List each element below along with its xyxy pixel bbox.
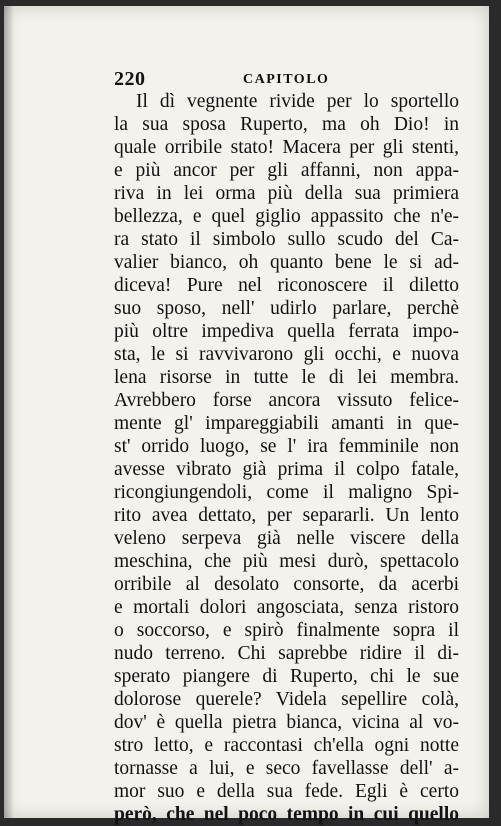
text-line: Il dì vegnente rivide per lo sportello [136, 91, 459, 112]
text-line: sperato piangere di Ruperto, chi le sue [114, 666, 459, 687]
text-line: dolorose querele? Videla sepellire colà, [114, 689, 459, 710]
text-line: tornasse a lui, e seco favellasse dell' a- [114, 758, 459, 779]
text-line: e più ancor per gli affanni, non appa- [114, 160, 459, 181]
text-line: bellezza, e quel giglio appassito che n'e- [114, 206, 459, 227]
text-line: e mortali dolori angosciata, senza ristoro [114, 597, 459, 618]
text-line: mente gl' impareggiabili amanti in que- [114, 413, 459, 434]
text-line: mor suo e della sua fede. Egli è certo [114, 781, 459, 802]
page-header [110, 68, 460, 92]
text-line: ra stato il simbolo sullo scudo del Ca- [114, 229, 459, 250]
text-line: rito avea dettato, per separarli. Un lento [114, 505, 459, 526]
text-line: nudo terreno. Chi saprebbe ridire il di- [114, 643, 459, 664]
text-line: ricongiungendoli, come il maligno Spi- [114, 482, 459, 503]
text-line: suo sposo, nell' udirlo parlare, perchè [114, 298, 459, 319]
text-line: dov' è quella pietra bianca, vicina al vo- [114, 712, 459, 733]
text-line: più oltre impediva quella ferrata impo- [114, 321, 459, 342]
text-line: avesse vibrato già prima il colpo fatale, [114, 459, 459, 480]
text-line: diceva! Pure nel riconoscere il diletto [114, 275, 459, 296]
text-line: però, che nel poco tempo in cui quello [114, 804, 459, 825]
text-line: riva in lei orma più della sua primiera [114, 183, 459, 204]
text-line: st' orrido luogo, se l' ira femminile non [114, 436, 459, 457]
text-line: orribile al desolato consorte, da acerbi [114, 574, 459, 595]
text-line: valier bianco, oh quanto bene le si ad- [114, 252, 459, 273]
text-line: sta, le si ravvivarono gli occhi, e nuova [114, 344, 459, 365]
running-head: CAPITOLO [243, 72, 330, 87]
text-line: o soccorso, e spirò finalmente sopra il [114, 620, 459, 641]
text-line: stro letto, e raccontasi ch'ella ogni notte [114, 735, 459, 756]
page-number: 220 [114, 68, 146, 90]
text-line: la sua sposa Ruperto, ma oh Dio! in [114, 114, 459, 135]
page-binding-shadow [4, 6, 14, 818]
text-line: quale orribile stato! Macera per gli stenti, [114, 137, 459, 158]
text-line: meschina, che più mesi durò, spettacolo [114, 551, 459, 572]
text-line: Avrebbero forse ancora vissuto felice- [114, 390, 459, 411]
text-line: lena risorse in tutte le di lei membra. [114, 367, 459, 388]
book-page [4, 6, 489, 825]
body-text [114, 90, 459, 826]
text-line: veleno serpeva già nelle viscere della [114, 528, 459, 549]
